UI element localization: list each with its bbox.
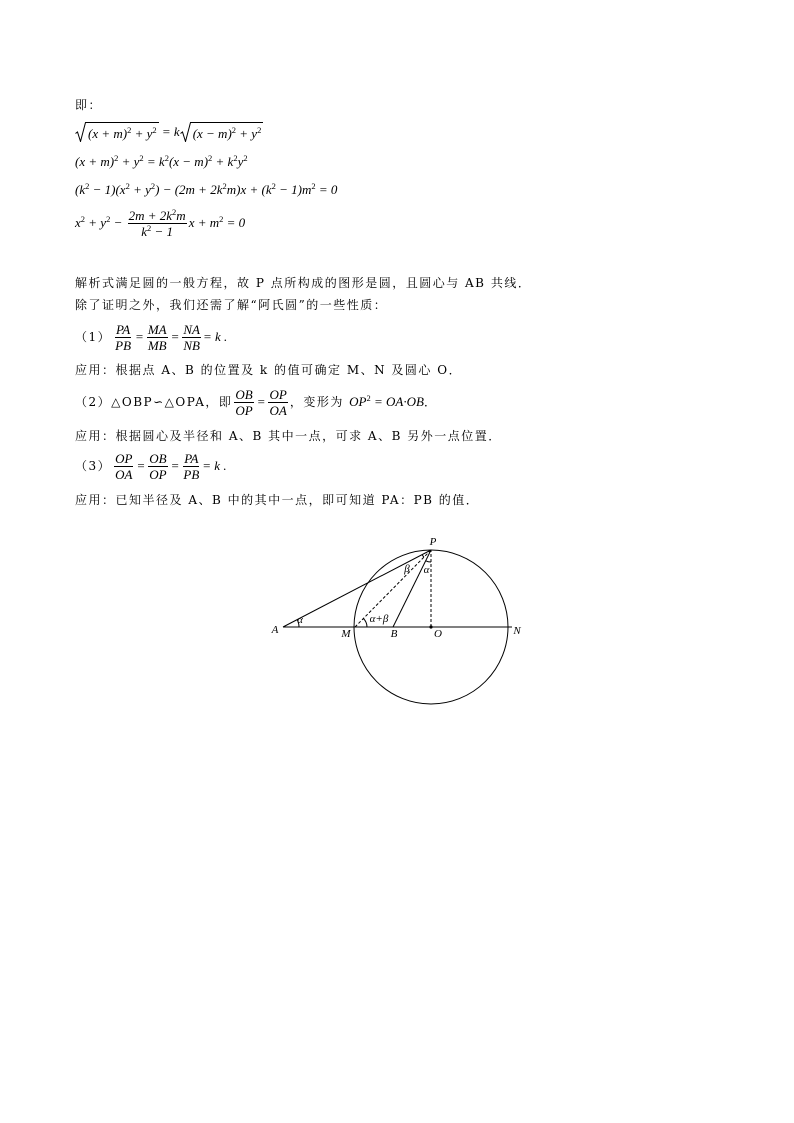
eq2-term: (x + m) bbox=[75, 154, 115, 169]
eq4-term: m bbox=[176, 207, 186, 223]
intro-text: 即： bbox=[75, 98, 103, 112]
label-a: A bbox=[271, 624, 279, 636]
equation-4 bbox=[75, 208, 245, 238]
application-2 bbox=[75, 428, 502, 444]
equals-sign: = bbox=[136, 458, 146, 473]
fraction-numerator: OP bbox=[115, 450, 133, 466]
eq4-exponent: 2 bbox=[80, 214, 86, 224]
paragraph-2-text: 除了证明之外，我们还需了解“阿氏圆”的一些性质： bbox=[75, 298, 388, 312]
radicand-left bbox=[86, 122, 159, 142]
property-2-label: （2）△OBP∽△OPA，即 bbox=[75, 395, 233, 409]
eq4-term: + y bbox=[85, 215, 107, 230]
eq1-exponent: 2 bbox=[231, 125, 237, 135]
eq3-term: (k bbox=[75, 182, 86, 197]
eq2-term: (x − m) bbox=[168, 154, 209, 169]
fraction-ma-mb bbox=[147, 323, 168, 352]
angle-arc-p-beta bbox=[422, 555, 424, 558]
equation-3 bbox=[75, 181, 337, 199]
property-1-label: （1） bbox=[75, 330, 112, 344]
property-3-tail: = k . bbox=[202, 458, 227, 473]
eq4-term: x bbox=[75, 215, 81, 230]
eq3-term: = 0 bbox=[315, 182, 338, 197]
eq3-term: − 1)m bbox=[275, 182, 312, 197]
fraction-denominator: PB bbox=[115, 337, 132, 353]
eq2-exponent: 2 bbox=[114, 153, 119, 163]
eq4-term: 2m + 2k bbox=[128, 207, 173, 223]
eq3-exponent: 2 bbox=[222, 181, 227, 191]
label-b: B bbox=[390, 628, 398, 640]
eq1-term: + y bbox=[236, 126, 258, 141]
label-o: O bbox=[434, 628, 442, 640]
eq2-exponent: 2 bbox=[164, 153, 169, 163]
fraction-denominator: OA bbox=[269, 402, 287, 418]
eq4-term: = 0 bbox=[223, 215, 246, 230]
eq4-numerator bbox=[128, 206, 187, 224]
fraction-pa-pb bbox=[182, 452, 200, 481]
fraction-ob-op bbox=[148, 452, 167, 481]
radical-right bbox=[180, 122, 264, 142]
fraction-numerator: OB bbox=[235, 386, 253, 402]
property-1-tail: = k . bbox=[203, 329, 228, 344]
angle-arc-m bbox=[363, 619, 367, 628]
fraction-numerator: OB bbox=[149, 450, 167, 466]
fraction-denominator: NB bbox=[183, 337, 200, 353]
fraction-denominator: MB bbox=[147, 337, 167, 353]
fraction-pa-pb bbox=[114, 323, 132, 352]
paragraph-1 bbox=[75, 275, 531, 291]
fraction-denominator: OP bbox=[149, 466, 167, 482]
property-3 bbox=[75, 451, 227, 481]
equals-sign: = bbox=[135, 329, 144, 344]
eq4-term: k bbox=[141, 223, 148, 239]
eq1-exponent: 2 bbox=[257, 125, 262, 135]
eq1-term: (x − m) bbox=[192, 126, 232, 141]
property-2-formula bbox=[349, 394, 424, 410]
eq2-exponent: 2 bbox=[208, 153, 213, 163]
eq3-term: − 1)(x bbox=[89, 182, 126, 197]
eq2-exponent: 2 bbox=[139, 153, 144, 163]
equals-sign: = bbox=[170, 329, 180, 344]
radical-sign bbox=[180, 122, 191, 142]
eq2-term: + k bbox=[212, 154, 234, 169]
application-1-text: 应用：根据点 A、B 的位置及 k 的值可确定 M、N 及圆心 O． bbox=[75, 363, 463, 377]
eq4-term: x + m bbox=[188, 215, 220, 230]
eq1-equals-k: = k bbox=[158, 124, 180, 139]
eq2-term: y bbox=[237, 154, 244, 169]
eq3-term: m)x + (k bbox=[226, 182, 272, 197]
application-2-text: 应用：根据圆心及半径和 A、B 其中一点，可求 A、B 另外一点位置． bbox=[75, 429, 502, 443]
eq1-exponent: 2 bbox=[152, 125, 157, 135]
eq3-term: + y bbox=[129, 182, 151, 197]
paragraph-1-text: 解析式满足圆的一般方程，故 P 点所构成的图形是圆，且圆心与 AB 共线． bbox=[75, 276, 532, 290]
eq3-exponent: 2 bbox=[311, 181, 316, 191]
fraction-denominator: PB bbox=[183, 466, 200, 482]
eq4-denominator bbox=[140, 224, 174, 238]
eq4-exponent: 2 bbox=[172, 206, 177, 217]
eq1-term: (x + m) bbox=[88, 126, 128, 141]
eq3-term: ) − (2m + 2k bbox=[155, 182, 223, 197]
eq4-exponent: 2 bbox=[106, 214, 111, 224]
property-2 bbox=[75, 387, 437, 417]
radicand-right bbox=[191, 122, 264, 142]
equation-1 bbox=[75, 121, 263, 143]
eq2-term: + y bbox=[118, 154, 140, 169]
eq4-post bbox=[189, 215, 245, 231]
eq2-exponent: 2 bbox=[233, 153, 238, 163]
eq3-exponent: 2 bbox=[125, 181, 130, 191]
fraction-ob-op bbox=[234, 388, 253, 417]
eq3-exponent: 2 bbox=[85, 181, 90, 191]
property-2-end: ． bbox=[423, 395, 438, 409]
fraction-denominator: OA bbox=[115, 466, 133, 482]
center-point-o bbox=[429, 625, 432, 628]
intro-line bbox=[75, 97, 102, 113]
formula-exponent: 2 bbox=[366, 393, 371, 403]
label-m: M bbox=[341, 628, 351, 640]
fraction-numerator: OP bbox=[269, 386, 287, 402]
label-alpha-at-p: α bbox=[423, 564, 430, 576]
fraction-na-nb bbox=[182, 323, 201, 352]
equals-sign: = bbox=[256, 394, 266, 409]
eq2-term: = k bbox=[143, 154, 165, 169]
eq2-expression bbox=[75, 154, 248, 170]
label-alpha-plus-beta: α+β bbox=[369, 613, 389, 625]
radical-left bbox=[75, 122, 159, 142]
eq2-exponent: 2 bbox=[243, 153, 248, 163]
eq4-fraction bbox=[128, 206, 187, 239]
segment-m-p bbox=[355, 550, 431, 627]
paragraph-2 bbox=[75, 297, 387, 313]
application-1 bbox=[75, 362, 462, 378]
application-3 bbox=[75, 492, 479, 508]
property-1 bbox=[75, 322, 227, 352]
eq1-exponent: 2 bbox=[127, 125, 132, 135]
label-n: N bbox=[513, 625, 521, 637]
eq4-pre bbox=[75, 215, 126, 231]
radical-sign bbox=[75, 122, 86, 142]
label-alpha-at-a: α bbox=[297, 614, 303, 626]
apollonius-circle-diagram bbox=[260, 530, 540, 710]
segment-a-p bbox=[283, 550, 431, 627]
fraction-op-oa bbox=[114, 452, 133, 481]
fraction-op-oa bbox=[268, 388, 287, 417]
eq4-exponent: 2 bbox=[219, 214, 224, 224]
eq3-exponent: 2 bbox=[150, 181, 156, 191]
eq3-expression bbox=[75, 182, 337, 198]
eq1-term: + y bbox=[131, 126, 153, 141]
eq3-exponent: 2 bbox=[271, 181, 276, 191]
equation-2 bbox=[75, 153, 248, 171]
fraction-numerator: NA bbox=[183, 321, 200, 337]
eq4-term: − bbox=[110, 215, 126, 230]
angle-arc-p-alpha bbox=[426, 561, 431, 562]
equals-sign: = bbox=[170, 458, 180, 473]
application-3-text: 应用：已知半径及 A、B 中的其中一点，即可知道 PA：PB 的值． bbox=[75, 493, 480, 507]
property-3-label: （3） bbox=[75, 459, 112, 473]
fraction-denominator: OP bbox=[235, 402, 253, 418]
fraction-numerator: PA bbox=[184, 450, 199, 466]
formula-rhs: = OA·OB bbox=[370, 394, 424, 409]
fraction-numerator: PA bbox=[115, 321, 131, 337]
label-p: P bbox=[429, 536, 437, 548]
eq4-exponent: 2 bbox=[147, 222, 152, 233]
property-2-middle-text: ，变形为 bbox=[289, 395, 350, 409]
segment-b-p bbox=[393, 550, 431, 627]
label-beta-at-p: β bbox=[404, 563, 410, 575]
formula-lhs: OP bbox=[349, 394, 367, 409]
fraction-numerator: MA bbox=[147, 321, 167, 337]
eq4-term: − 1 bbox=[151, 223, 174, 239]
